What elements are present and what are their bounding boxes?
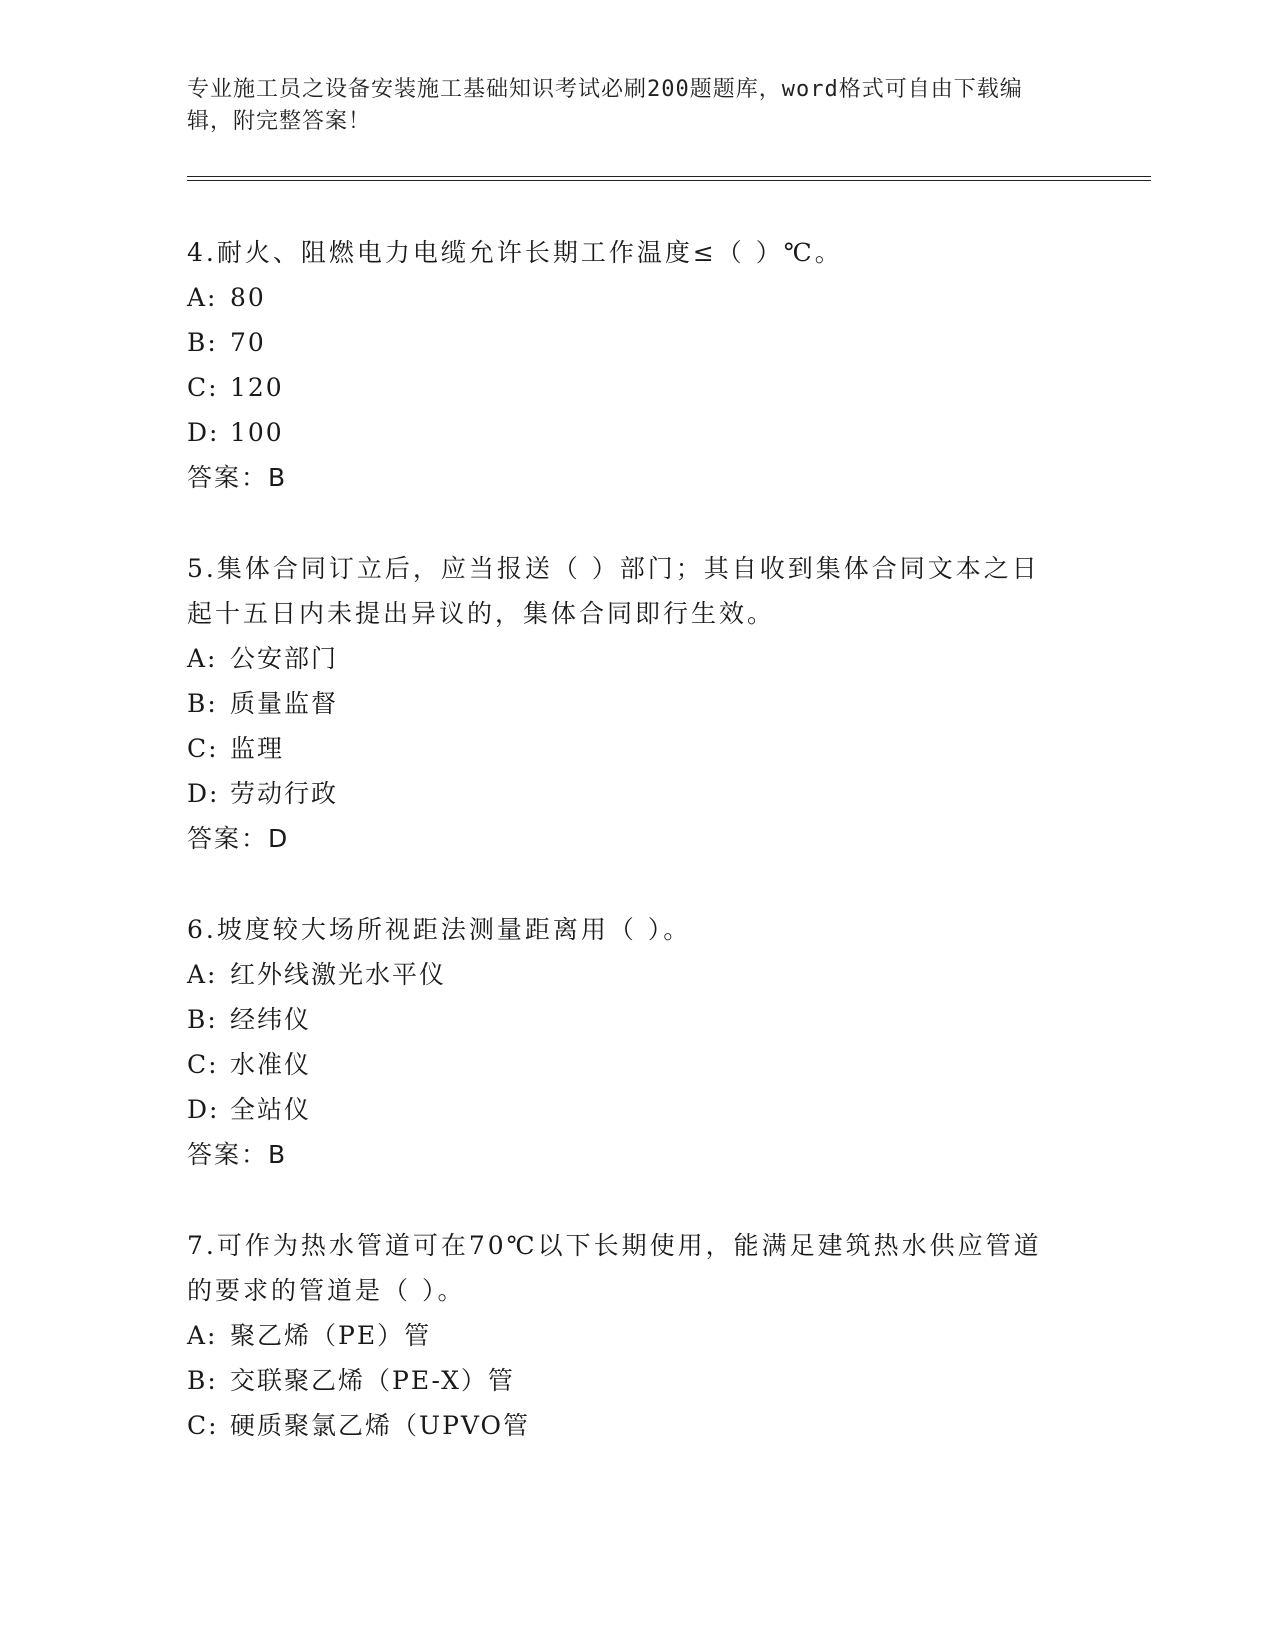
option-c [187, 1403, 1067, 1448]
option-key: B: [187, 1005, 218, 1034]
option-text: 硬质聚氯乙烯（UPVO管 [230, 1411, 531, 1440]
header-divider [187, 176, 1151, 181]
question-item [187, 230, 1067, 500]
question-item [187, 1223, 1067, 1448]
question-list [187, 230, 1067, 1494]
option-key: A: [187, 960, 218, 989]
question-stem: 7.可作为热水管道可在70℃以下长期使用，能满足建筑热水供应管道的要求的管道是（ ）。 [187, 1231, 1042, 1305]
option-a [187, 275, 1067, 320]
option-d [187, 1087, 1067, 1132]
option-key: C: [187, 734, 219, 763]
option-text: 经纬仪 [230, 1005, 312, 1034]
option-text: 监理 [230, 734, 285, 763]
option-key: D: [187, 779, 220, 808]
option-key: B: [187, 689, 218, 718]
question-item [187, 546, 1067, 861]
option-a [187, 952, 1067, 997]
option-key: B: [187, 1366, 218, 1395]
answer-line: 答案：D [187, 824, 290, 853]
option-text: 70 [230, 328, 266, 357]
option-key: D: [187, 1095, 220, 1124]
option-d [187, 771, 1067, 816]
option-b [187, 997, 1067, 1042]
option-key: D: [187, 418, 220, 447]
option-text: 交联聚乙烯（PE-X）管 [230, 1366, 515, 1395]
question-stem: 6.坡度较大场所视距法测量距离用（ ）。 [187, 915, 692, 944]
option-b [187, 681, 1067, 726]
option-text: 公安部门 [230, 644, 339, 673]
option-b [187, 320, 1067, 365]
question-stem: 5.集体合同订立后，应当报送（ ）部门；其自收到集体合同文本之日起十五日内未提出异议的，集体合同即行生效。 [187, 554, 1040, 628]
option-text: 聚乙烯（PE）管 [230, 1321, 432, 1350]
option-text: 80 [230, 283, 266, 312]
option-key: B: [187, 328, 218, 357]
option-c [187, 1042, 1067, 1087]
option-key: C: [187, 1411, 219, 1440]
document-header: 专业施工员之设备安装施工基础知识考试必刷200题题库，word格式可自由下载编辑，附完整答案！ [187, 77, 1023, 134]
option-text: 120 [230, 373, 284, 402]
option-c [187, 365, 1067, 410]
answer-line: 答案：B [187, 1140, 288, 1169]
option-text: 全站仪 [230, 1095, 312, 1124]
option-key: C: [187, 1050, 219, 1079]
option-key: C: [187, 373, 219, 402]
option-key: A: [187, 283, 218, 312]
option-text: 100 [230, 418, 284, 447]
question-stem: 4.耐火、阻燃电力电缆允许长期工作温度≤（ ）℃。 [187, 238, 843, 267]
option-text: 水准仪 [230, 1050, 312, 1079]
option-c [187, 726, 1067, 771]
answer-line: 答案：B [187, 463, 288, 492]
option-key: A: [187, 644, 218, 673]
option-text: 质量监督 [230, 689, 339, 718]
option-text: 劳动行政 [230, 779, 339, 808]
option-key: A: [187, 1321, 218, 1350]
option-b [187, 1358, 1067, 1403]
option-a [187, 1313, 1067, 1358]
option-d [187, 410, 1067, 455]
option-a [187, 636, 1067, 681]
option-text: 红外线激光水平仪 [230, 960, 447, 989]
question-item [187, 907, 1067, 1177]
